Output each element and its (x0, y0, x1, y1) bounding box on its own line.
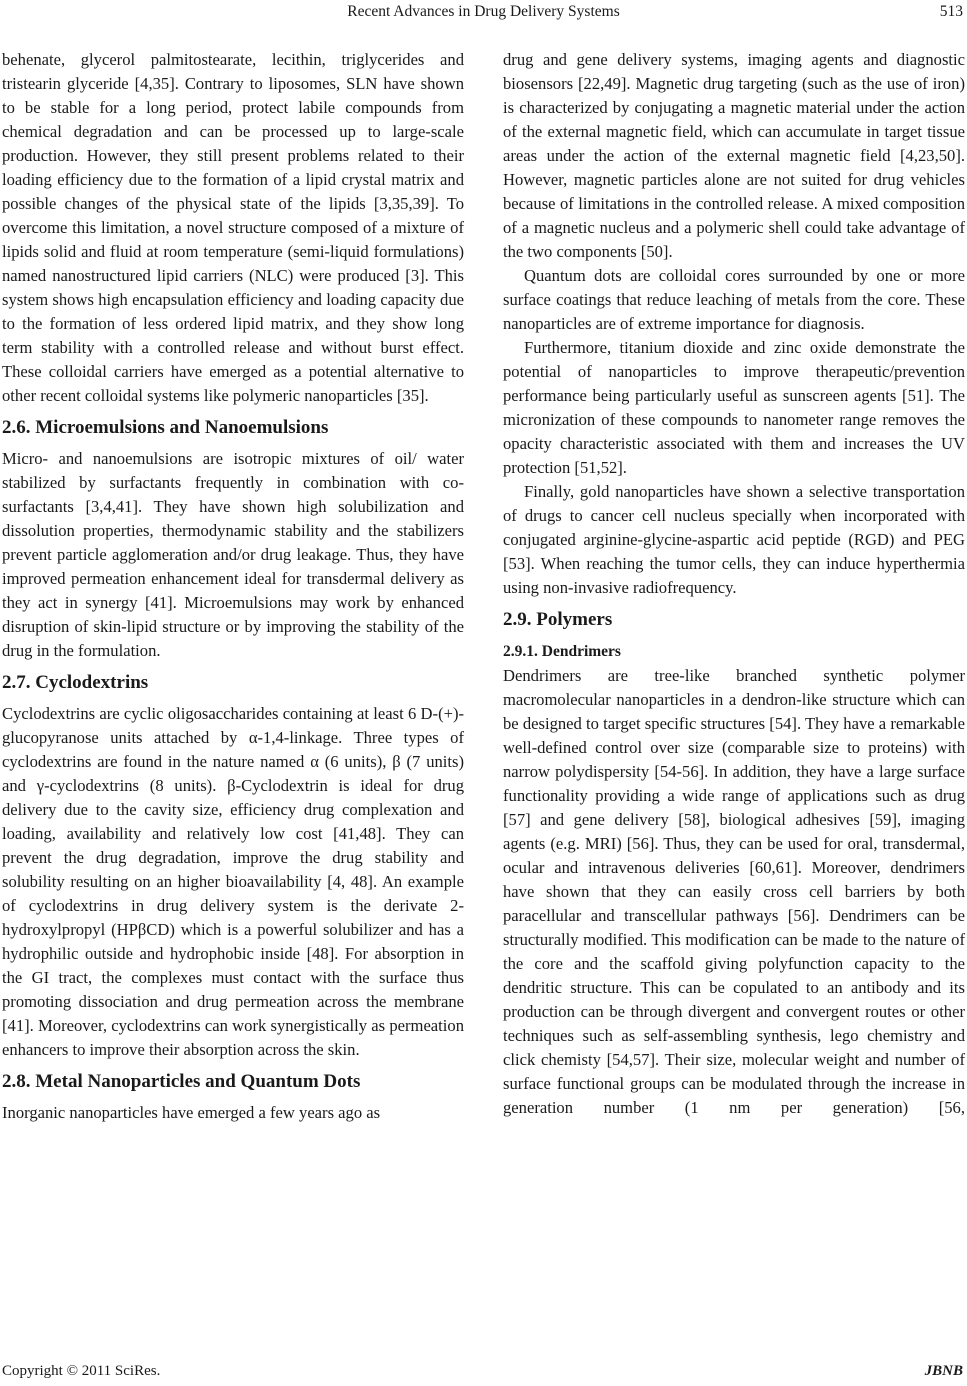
paragraph-cyclodextrins: Cyclodextrins are cyclic oligosaccharides containing at least 6 D-(+)-glucopyranose units attached by α-1,4-linkage. Three types of cyclodextrins are found in the nature named α (6 units), β (7 units) and γ-cyclodextrins (8 units). β-Cyclodextrin is ideal for drug delivery due to the cavity size, efficiency drug complexation and loading, availability and relatively low cost [41,48]. They can prevent the drug degradation, improve the drug stability and solubility resulting on an higher bioavailability [4, 48]. An example of cyclodextrins in drug delivery system is the derivate 2-hydroxylpropyl (HPβCD) which is a powerful solubilizer and has a hydrophilic outside and hydrophobic inside [48]. For absorption in the GI tract, the complexes must contact with the surface thus promoting dissociation and drug permeation across the membrane [41]. Moreover, cyclodextrins can work synergistically as permeation enhancers to improve their absorption across the skin. (2, 704, 464, 1059)
left-column (2, 48, 464, 1125)
subsection-heading-2-9-1: 2.9.1. Dendrimers (503, 643, 621, 660)
right-column (503, 48, 965, 1120)
section-heading-2-7: 2.7. Cyclodextrins (2, 672, 149, 693)
running-title: Recent Advances in Drug Delivery Systems (347, 3, 620, 20)
paragraph-titanium-zinc: Furthermore, titanium dioxide and zinc oxide demonstrate the potential of nanoparticles to improve therapeutic/prevention performance being particularly useful as sunscreen agents [51]. The micronization of these compounds to nanometer range removes the opacity characteristic associated with them and increases the UV protection [51,52]. (503, 338, 965, 477)
paragraph-dendrimers: Dendrimers are tree-like branched synthetic polymer macromolecular nanoparticles in a dendron-like structure which can be designed to target specific structures [54]. They have a remarkable well-defined control over size (comparable size to proteins) with narrow polydispersity [54-56]. In addition, they have a large surface functionality providing a wide range of applications such as drug [57] and gene delivery [58], biological adhesives [59], imaging agents (e.g. MRI) [56]. Thus, they can be used for oral, transdermal, ocular and intravenous deliveries [60,61]. Moreover, dendrimers have shown that they can easily cross cell barriers by both paracellular and transcellular pathways [56]. Dendrimers can be structurally modified. This modification can be made to the nature of the core and the scaffold giving polyfunction capacity to the dendritic structure. This can be copulated to an antibody and its production can be through divergent and convergent routes or other techniques such as self-assembling synthesis, lego chemistry and click chemisty [54,57]. Their size, molecular weight and number of surface functional groups can be modulated through the increase in generation number (1 nm per generation) [56, (503, 666, 965, 1117)
paragraph-sln-nlc: behenate, glycerol palmitostearate, lecithin, triglycerides and tristearin glyceride [4,35]. Contrary to liposomes, SLN have shown to be stable for a long period, protect labile compounds from chemical degradation and can be processed up to large-scale production. However, they still present problems related to their loading efficiency due to the formation of a lipid crystal matrix and possible changes of the physical state of the lipids [3,35,39]. To overcome this limitation, a novel structure composed of a mixture of lipids solid and fluid at room temperature (semi-liquid formulations) named nanostructured lipid carriers (NLC) were produced [3]. This system shows high encapsulation efficiency and loading capacity due to the formation of less ordered lipid matrix, and they show long term stability with a controlled release and without burst effect. These colloidal carriers have emerged as a potential alternative to other recent colloidal systems like polymeric nanoparticles [35]. (2, 50, 464, 405)
journal-abbreviation: JBNB (924, 1363, 963, 1379)
paragraph-gold-nanoparticles: Finally, gold nanoparticles have shown a selective transportation of drugs to cancer cell nucleus specially when incorporated with conjugated arginine-glycine-aspartic acid peptide (RGD) and PEG [53]. When reaching the tumor cells, they can induce hyperthermia using non-invasive radiofrequency. (503, 482, 965, 597)
section-heading-2-6: 2.6. Microemulsions and Nanoemulsions (2, 417, 329, 438)
paragraph-quantum-dots: Quantum dots are colloidal cores surrounded by one or more surface coatings that reduce leaching of metals from the core. These nanoparticles are of extreme importance for diagnosis. (503, 266, 965, 333)
copyright-notice: Copyright © 2011 SciRes. (2, 1363, 161, 1379)
paragraph-inorganic-nanoparticles: Inorganic nanoparticles have emerged a few years ago as (2, 1103, 381, 1122)
paragraph-magnetic-targeting: drug and gene delivery systems, imaging agents and diagnostic biosensors [22,49]. Magnetic drug targeting (such as the use of iron) is characterized by conjugating a magnetic material under the action of the external magnetic field, which can accumulate in target tissue areas under the action of the external magnetic field [4,23,50]. However, magnetic particles alone are not suited for drug vehicles because of limitations in the controlled release. A mixed composition of a magnetic nucleus and a polymeric shell could take advantage of the two components [50]. (503, 50, 965, 261)
running-header (0, 0, 967, 24)
section-heading-2-9: 2.9. Polymers (503, 609, 613, 630)
paragraph-microemulsions: Micro- and nanoemulsions are isotropic mixtures of oil/ water stabilized by surfactants frequently in combination with co-surfactants [3,4,41]. They have shown high solubilization and dissolution properties, thermodynamic stability and the stabilizers prevent particle agglomeration and/or drug leakage. Thus, they have improved permeation enhancement ideal for transdermal delivery as they act in synergy [41]. Microemulsions may work by enhanced disruption of skin-lipid structure or by improving the stability of the drug in the formulation. (2, 449, 464, 660)
page-footer (0, 1360, 967, 1382)
section-heading-2-8: 2.8. Metal Nanoparticles and Quantum Dots (2, 1071, 361, 1092)
page-number: 513 (939, 3, 963, 20)
